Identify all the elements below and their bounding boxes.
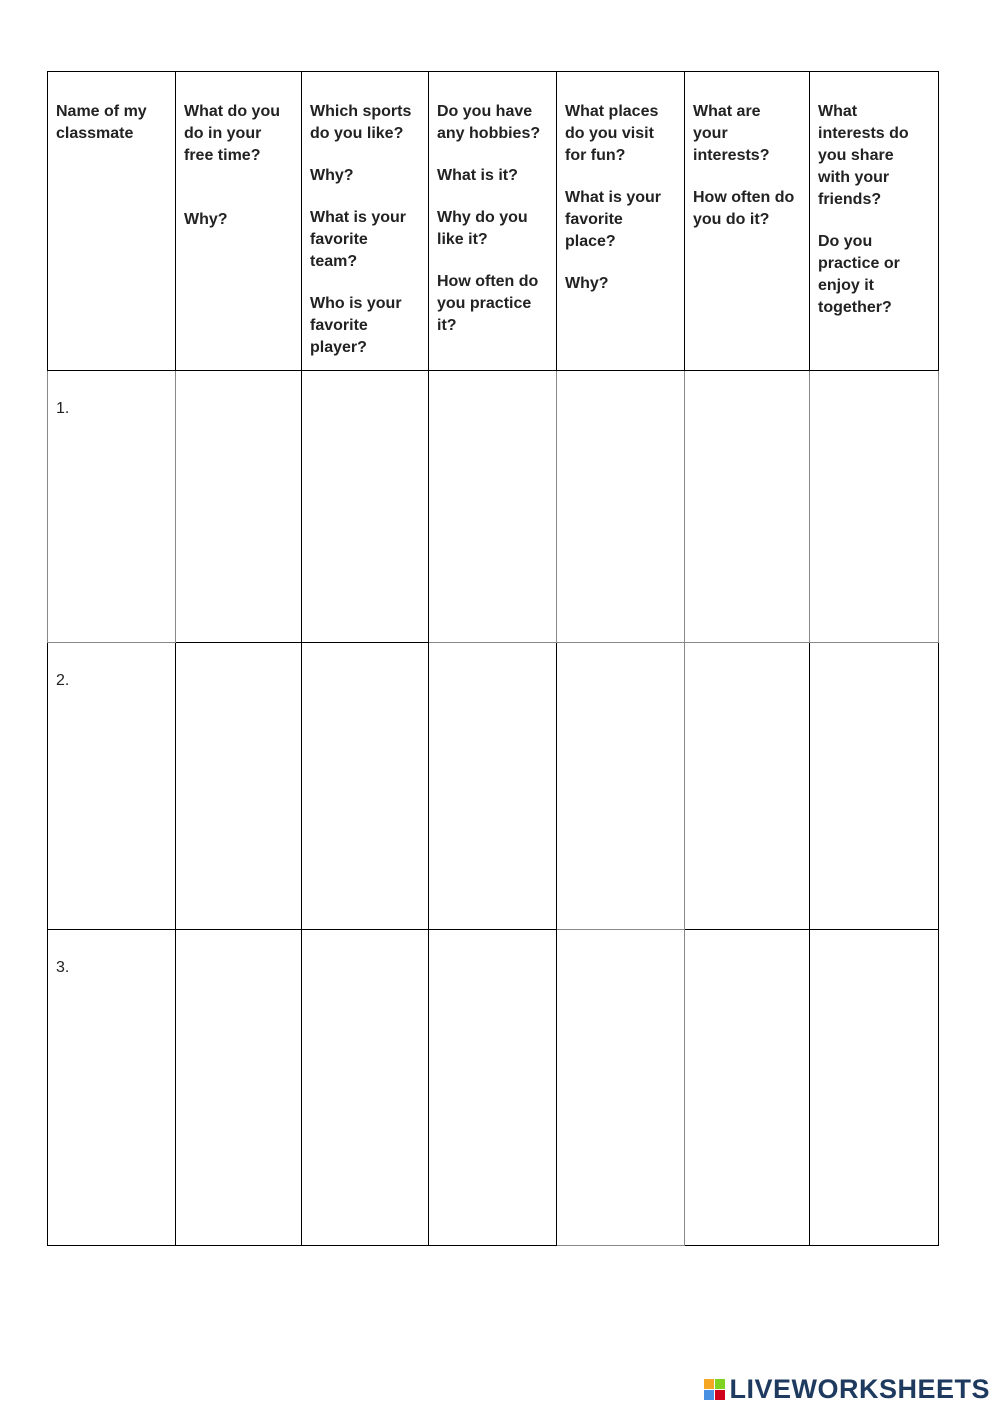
- answer-cell[interactable]: [557, 371, 685, 643]
- logo-block: [704, 1379, 714, 1389]
- answer-cell[interactable]: [176, 643, 302, 930]
- logo-text: LIVEWORKSHEETS: [729, 1374, 990, 1404]
- answer-cell[interactable]: [429, 930, 557, 1246]
- table-row: [48, 643, 939, 930]
- answer-cell[interactable]: [685, 930, 810, 1246]
- header-shared-interests: What interests do you share with your friends? Do you practice or enjoy it together?: [810, 72, 939, 371]
- header-row: [48, 72, 939, 371]
- header-name-of-classmate: Name of my classmate: [48, 72, 176, 371]
- table-row: [48, 930, 939, 1246]
- answer-cell[interactable]: [302, 643, 429, 930]
- answer-cell[interactable]: [810, 643, 939, 930]
- row-number: 1.: [48, 371, 176, 643]
- answer-cell[interactable]: [810, 371, 939, 643]
- row-number: 2.: [48, 643, 176, 930]
- header-places: What places do you visit for fun? What is your favorite place? Why?: [557, 72, 685, 371]
- answer-cell[interactable]: [302, 930, 429, 1246]
- answer-cell[interactable]: [810, 930, 939, 1246]
- header-hobbies: Do you have any hobbies? What is it? Why do you like it? How often do you practice it?: [429, 72, 557, 371]
- logo-block: [715, 1390, 725, 1400]
- answer-cell[interactable]: [176, 930, 302, 1246]
- header-interests: What are your interests? How often do you do it?: [685, 72, 810, 371]
- answer-cell[interactable]: [429, 643, 557, 930]
- answer-cell[interactable]: [685, 643, 810, 930]
- row-number: 3.: [48, 930, 176, 1246]
- liveworksheets-logo: [704, 1374, 990, 1405]
- answer-cell[interactable]: [557, 930, 685, 1246]
- logo-block: [704, 1390, 714, 1400]
- logo-block: [715, 1379, 725, 1389]
- worksheet-table: [47, 71, 939, 1246]
- answer-cell[interactable]: [302, 371, 429, 643]
- answer-cell[interactable]: [557, 643, 685, 930]
- answer-cell[interactable]: [429, 371, 557, 643]
- answer-cell[interactable]: [176, 371, 302, 643]
- header-sports: Which sports do you like? Why? What is your favorite team? Who is your favorite player?: [302, 72, 429, 371]
- header-free-time: What do you do in your free time? Why?: [176, 72, 302, 371]
- table-row: [48, 371, 939, 643]
- logo-blocks-icon: [704, 1379, 725, 1400]
- answer-cell[interactable]: [685, 371, 810, 643]
